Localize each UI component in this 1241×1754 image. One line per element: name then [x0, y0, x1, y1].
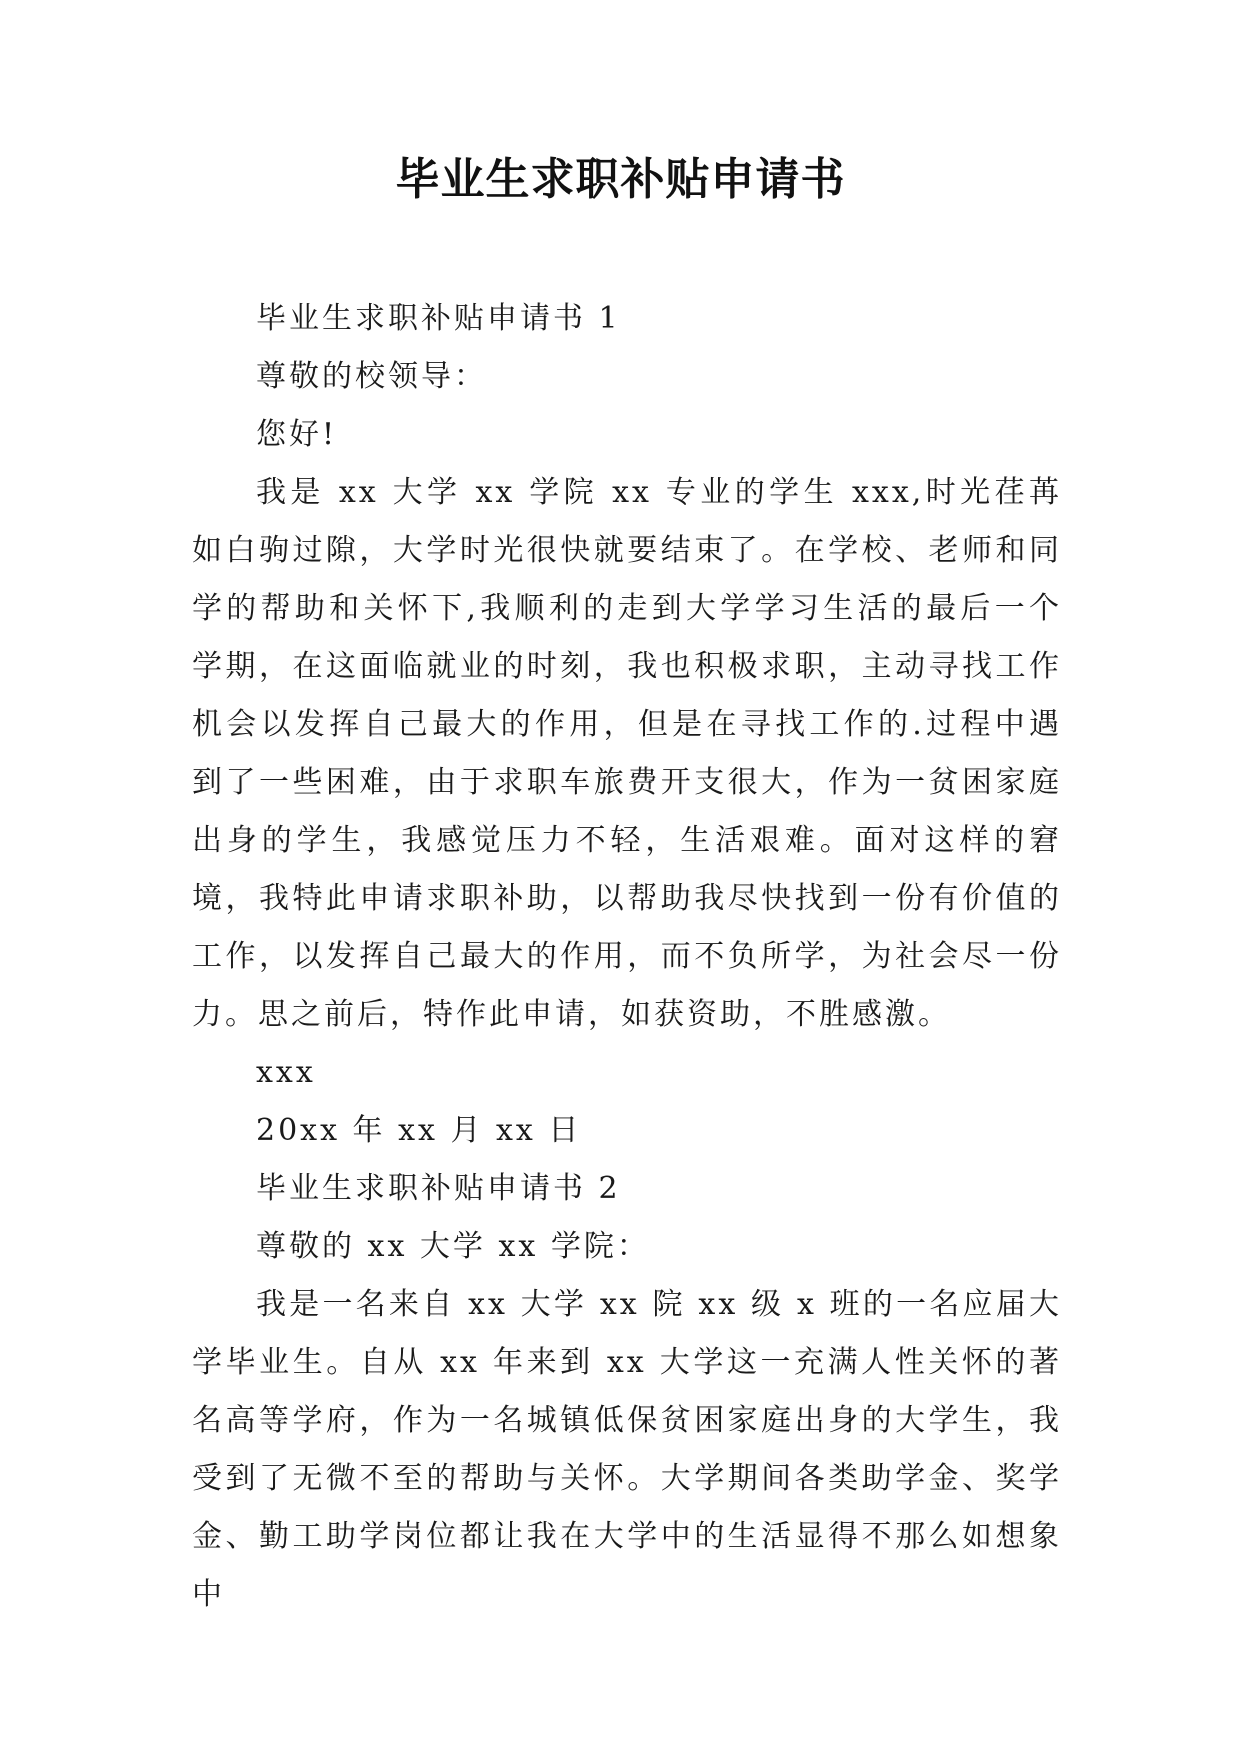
salutation-2: 尊敬的 xx 大学 xx 学院：: [256, 1229, 650, 1264]
salutation: 尊敬的校领导：: [256, 359, 487, 394]
greeting: 您好!: [256, 417, 338, 452]
signature-date: 20xx 年 xx 月 xx 日: [256, 1113, 582, 1148]
signature-name: xxx: [256, 1055, 316, 1090]
body-paragraph-2: 我是一名来自 xx 大学 xx 院 xx 级 x 班的一名应届大学毕业生。自从 xx 年来到 xx 大学这一充满人性关怀的著名高等学府，作为一名城镇低保贫困家庭出身的大学生，我受到了无微不至的帮助与关怀。大学期间各类助学金、奖学金、勤工助学岗位都让我在大学中的生活显得不那么如想象中: [192, 1287, 1062, 1612]
section-heading-2: 毕业生求职补贴申请书 2: [256, 1171, 621, 1206]
body-paragraph-1: 我是 xx 大学 xx 学院 xx 专业的学生 xxx,时光荏苒如白驹过隙，大学时光很快就要结束了。在学校、老师和同学的帮助和关怀下,我顺利的走到大学学习生活的最后一个学期，在这面临就业的时刻，我也积极求职，主动寻找工作机会以发挥自己最大的作用，但是在寻找工作的.过程中遇到了一些困难，由于求职车旅费开支很大，作为一贫困家庭出身的学生，我感觉压力不轻，生活艰难。面对这样的窘境，我特此申请求职补助，以帮助我尽快找到一份有价值的工作，以发挥自己最大的作用，而不负所学，为社会尽一份力。思之前后，特作此申请，如获资助，不胜感激。: [192, 475, 1062, 1032]
document-body: [192, 290, 1062, 1624]
document-title: 毕业生求职补贴申请书: [395, 154, 846, 205]
section-heading-1: 毕业生求职补贴申请书 1: [256, 301, 621, 336]
